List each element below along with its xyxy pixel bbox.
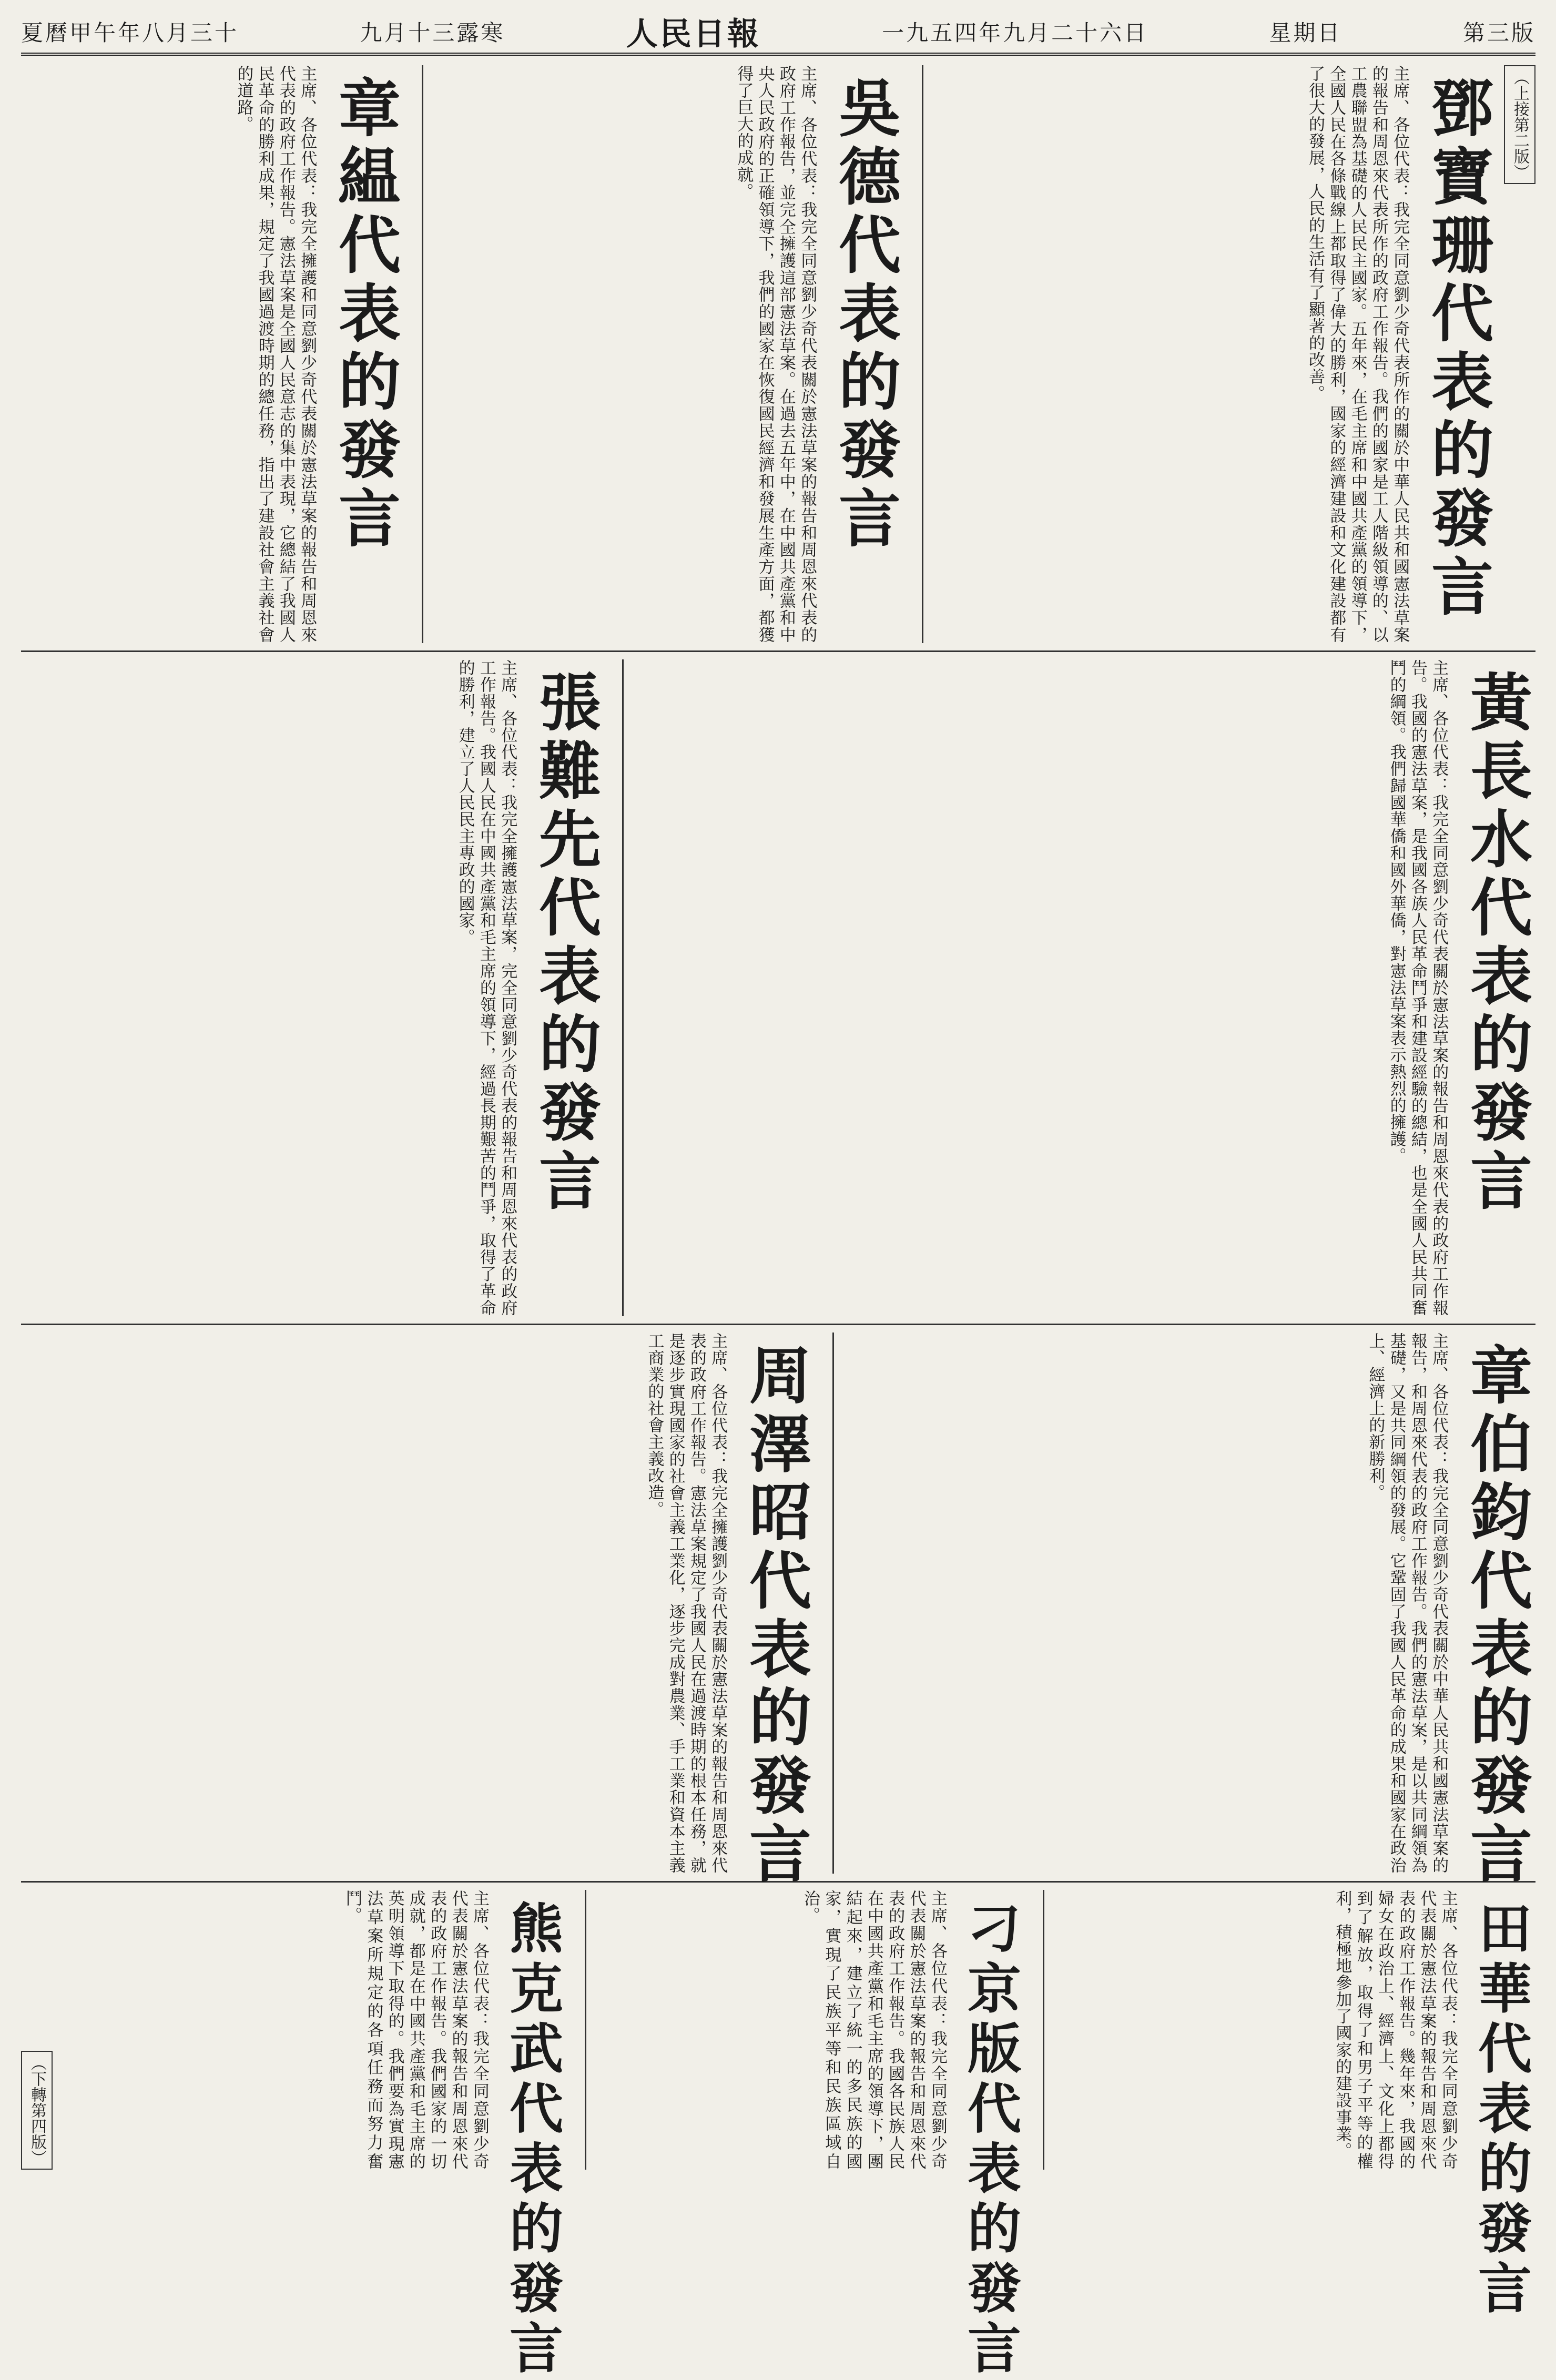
article-body: 主席、各位代表：我完全同意劉少奇代表關於憲法草案的報告和周恩來代表的政府工作報告。我們國家的一切成就，都是在中國共產黨和毛主席的英明領導下取得的。我們要為實現憲法草案所規定的各項任務而努力奮鬥。 [343,1890,489,2170]
article-zhang-bojun [852,1333,1535,1890]
article-headline: 周澤昭代表的發言 [739,1343,812,1890]
article-body: 主席、各位代表：我完全同意劉少奇代表所作的關於中華人民共和國憲法草案的報告和周恩來代表所作的政府工作報告。我們的國家是工人階級領導的、以工農聯盟為基礎的人民民主國家。五年來，在毛主席和中國共產黨的領導下，全國人民在各條戰線上都取得了偉大的勝利，國家的經濟建設和文化建設都有了很大的發展，人民的生活有了顯著的改善。 [1306,65,1410,643]
article-body: 主席、各位代表：我完全擁護和同意劉少奇代表關於憲法草案的報告和周恩來代表的政府工作報告。憲法草案是全國人民意志的集中表現，它總結了我國人民革命的勝利成果，規定了我國過渡時期的總任務，指出了建設社會主義社會的道路。 [234,65,317,643]
article-zhou-zezhao [21,1333,815,1890]
article-tian-hua [1062,1890,1535,2320]
article-headline: 吳德代表的發言 [828,76,901,554]
page-label: 第三版 [1462,20,1535,46]
article-headline: 刁京版代表的發言 [959,1900,1022,2380]
column-divider [422,65,423,643]
column-divider [1043,1890,1044,2170]
weekday: 星期日 [1269,20,1342,46]
continued-to-note: （下轉第四版） [21,2051,53,2170]
masthead [21,11,1535,56]
article-headline: 黃長水代表的發言 [1460,670,1533,1217]
article-body: 主席、各位代表：我完全擁護劉少奇代表關於憲法草案的報告和周恩來代表的政府工作報告。憲法草案規定了我國人民在過渡時期的根本任務，就是逐步實現國家的社會主義工業化，逐步完成對農業、手工業和資本主義工商業的社會主義改造。 [645,1333,728,1874]
lunar-date: 夏曆甲午年八月三十 [21,20,239,46]
article-headline: 章伯鈞代表的發言 [1460,1343,1533,1890]
band-bottom [21,1883,1535,2380]
article-headline: 熊克武代表的發言 [501,1900,564,2380]
event-date: 九月十三露寒 [360,20,505,46]
article-body: 主席、各位代表：我完全同意劉少奇代表關於憲法草案的報告和周恩來代表的政府工作報告。我國各民族人民在中國共產黨和毛主席的領導下，團結起來，建立了統一的多民族的國家，實現了民族平等和民族區域自治。 [801,1890,947,2170]
article-headline: 張難先代表的發言 [528,670,602,1217]
article-headline: 田華代表的發言 [1469,1900,1532,2320]
article-body: 主席、各位代表：我完全同意劉少奇代表關於中華人民共和國憲法草案的報告，和周恩來代表的政府工作報告。我們的憲法草案，是以共同綱領為基礎，又是共同綱領的發展。它鞏固了我國人民革命的成果和國家在政治上、經濟上的新勝利。 [1366,1333,1449,1874]
article-zhang-yun [21,65,404,643]
paper-name: 人民日報 [626,16,761,53]
article-body: 主席、各位代表：我完全同意劉少奇代表關於憲法草案的報告和周恩來代表的政府工作報告。幾年來，我國的婦女在政治上、經濟上、文化上都得到了解放，取得了和男子平等的權利，積極地參加了國家的建設事業。 [1333,1890,1458,2170]
article-deng-baoshan [941,65,1535,643]
article-body: 主席、各位代表：我完全同意劉少奇代表關於憲法草案的報告和周恩來代表的政府工作報告。我國的憲法草案，是我國各族人民革命鬥爭和建設經驗的總結，也是全國人民共同奮鬥的綱領。我們歸國華僑和國外華僑，對憲法草案表示熱烈的擁護。 [1387,659,1449,1316]
article-body: 主席、各位代表：我完全同意劉少奇代表關於憲法草案的報告和周恩來代表的政府工作報告，並完全擁護這部憲法草案。在過去五年中，在中國共產黨和中央人民政府的正確領導下，我們的國家在恢復國民經濟和發展生產方面，都獲得了巨大的成就。 [734,65,817,643]
band-second [21,652,1535,1325]
gregorian-date: 一九五四年九月二十六日 [882,20,1148,46]
article-wu-de [441,65,904,643]
article-diao-jingban [604,1890,1025,2380]
column-divider [585,1890,586,2170]
article-headline: 鄧寶珊代表的發言 [1421,76,1494,623]
column-divider [622,659,624,1316]
article-huang-changshui [642,659,1535,1316]
article-xiong-kewu [21,1890,567,2380]
band-third [21,1325,1535,1890]
article-zhang-nanxian [21,659,604,1316]
column-divider [832,1333,834,1874]
column-divider [922,65,923,643]
article-headline: 章緼代表的發言 [328,76,401,554]
continued-from-note: （上接第二版） [1504,65,1535,184]
article-body: 主席、各位代表：我完全擁護憲法草案，完全同意劉少奇代表的報告和周恩來代表的政府工作報告。我國人民在中國共產黨和毛主席的領導下，經過長期艱苦的鬥爭，取得了革命的勝利，建立了人民民主專政的國家。 [455,659,517,1316]
band-top [21,58,1535,652]
